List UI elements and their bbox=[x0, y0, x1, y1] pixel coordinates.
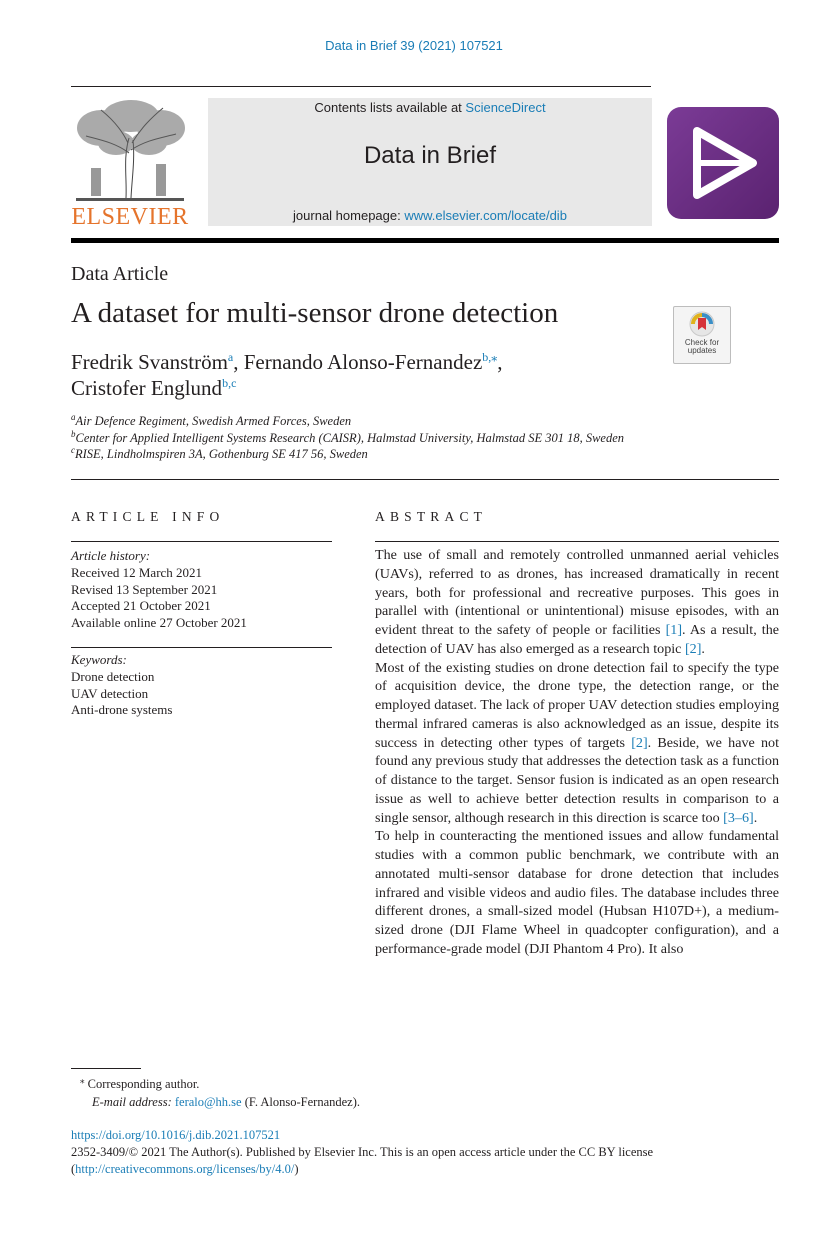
license-close: ) bbox=[294, 1161, 299, 1176]
citation-link[interactable]: [1] bbox=[665, 622, 683, 638]
author-separator: , bbox=[233, 350, 244, 374]
abstract-paragraph: To help in counteracting the mentioned issues and allow fundamental studies with a common public benchmark, we contribute with an annotated multi-sensor database for drone detection that includes infrared and visible videos and audio files. The database includes three different drones, a small-sized model (Hubsan H107D+), a medium-sized drone (DJI Flame Wheel in quadcopter configuration), and a performance-grade model (DJI Phantom 4 Pro). It also bbox=[375, 828, 779, 957]
elsevier-wordmark: ELSEVIER bbox=[71, 204, 189, 230]
email-suffix: (F. Alonso-Fernandez). bbox=[241, 1095, 360, 1109]
crossmark-line2: updates bbox=[687, 346, 717, 355]
crossmark-label bbox=[674, 339, 730, 355]
abstract-text: Most of the existing studies on drone detection fail to specify the type of acquisition device, the drone type, the detection range, or the employed dataset. The lack of proper UAV detection studies employing thermal infrared cameras is also acknowledged as an issue, despite its success in detecting other types of targets bbox=[375, 659, 779, 751]
history-received: Received 12 March 2021 bbox=[71, 564, 203, 580]
footnote-text: Corresponding author. bbox=[87, 1077, 200, 1091]
homepage-line bbox=[208, 208, 652, 223]
keyword: UAV detection bbox=[71, 685, 149, 701]
citation-link[interactable]: [3–6] bbox=[723, 809, 754, 826]
homepage-prefix: journal homepage: bbox=[293, 208, 405, 223]
author-affiliation-link[interactable]: b,c bbox=[222, 376, 237, 390]
abstract-rule bbox=[375, 541, 779, 542]
citation-link[interactable]: [2] bbox=[631, 734, 648, 751]
affiliation-c bbox=[71, 444, 368, 462]
email-link[interactable]: feralo@hh.se bbox=[174, 1095, 242, 1109]
affiliation-a bbox=[71, 411, 352, 429]
abstract-text: . Beside, we have not found any previous study that addresses the detection task as a function of distance to the target. Sensor fusion is indicated as an open research issue as well to achieve better detection results in comparison to a single sensor, although research in this direction is scarce too bbox=[375, 734, 779, 826]
license-link[interactable]: http://creativecommons.org/licenses/by/4.0/ bbox=[75, 1161, 295, 1176]
affiliation-mark: b bbox=[71, 428, 76, 439]
keyword: Anti-drone systems bbox=[71, 702, 173, 718]
abstract-text: The use of small and remotely controlled unmanned aerial vehicles (UAVs), referred to as drones, has increased dramatically in recent years, both for professional and recreative purposes. This goes in parallel with (intentional or unintentional) misuse episodes, with an evident threat to the safety of people or facilities bbox=[375, 547, 779, 638]
journal-masthead bbox=[208, 98, 652, 226]
crossmark-line1: Check for bbox=[684, 338, 720, 347]
abstract-paragraph bbox=[375, 659, 779, 828]
article-history bbox=[71, 548, 247, 632]
keywords bbox=[71, 652, 172, 719]
sciencedirect-link[interactable]: ScienceDirect bbox=[465, 100, 546, 115]
check-for-updates-button[interactable] bbox=[673, 306, 731, 364]
data-in-brief-logo bbox=[667, 107, 779, 219]
history-label: Article history: bbox=[71, 548, 151, 563]
info-rule bbox=[71, 647, 332, 648]
article-info-heading: ARTICLE INFO bbox=[71, 509, 225, 524]
info-rule bbox=[71, 541, 332, 542]
article-title: A dataset for multi-sensor drone detection bbox=[71, 297, 559, 329]
abstract-heading: ABSTRACT bbox=[375, 509, 488, 524]
author-affiliation-link[interactable]: a bbox=[227, 350, 234, 364]
article-type: Data Article bbox=[71, 263, 169, 285]
abstract-body bbox=[375, 546, 779, 959]
keywords-label: Keywords: bbox=[71, 652, 127, 667]
author-name: Fredrik Svanström bbox=[71, 350, 228, 374]
affiliation-text: Center for Applied Intelligent Systems Research (CAISR), Halmstad University, Halmstad SE 301 18, Sweden bbox=[75, 431, 625, 445]
abstract-text: . As a result, the detection of UAV has also emerged as a research topic bbox=[375, 622, 779, 657]
doi-link[interactable]: https://doi.org/10.1016/j.dib.2021.107521 bbox=[71, 1128, 281, 1142]
author-name: Cristofer Englund bbox=[71, 376, 223, 400]
author-separator: , bbox=[497, 350, 503, 374]
affiliation-mark: a bbox=[71, 411, 76, 422]
homepage-link[interactable]: www.elsevier.com/locate/dib bbox=[404, 208, 567, 223]
history-online: Available online 27 October 2021 bbox=[71, 615, 247, 631]
author-affiliation-link[interactable]: b,⁎ bbox=[482, 350, 498, 364]
section-rule bbox=[71, 479, 779, 480]
affiliation-b bbox=[71, 428, 625, 446]
footnote-mark: ⁎ bbox=[80, 1074, 85, 1085]
license-text: 2352-3409/© 2021 The Author(s). Published by Elsevier Inc. This is an open access article under the CC BY license ( bbox=[71, 1145, 654, 1176]
abstract-text: . bbox=[753, 809, 758, 826]
license-line bbox=[71, 1144, 779, 1177]
author-list bbox=[71, 349, 631, 401]
journal-name: Data in Brief bbox=[363, 142, 497, 169]
abstract-text: . bbox=[701, 640, 705, 657]
journal-reference[interactable]: Data in Brief 39 (2021) 107521 bbox=[325, 38, 503, 53]
email-label: E-mail address: bbox=[92, 1095, 175, 1109]
history-accepted: Accepted 21 October 2021 bbox=[71, 598, 211, 614]
contents-prefix: Contents lists available at bbox=[314, 100, 466, 115]
history-revised: Revised 13 September 2021 bbox=[71, 581, 218, 597]
affiliation-text: RISE, Lindholmspiren 3A, Gothenburg SE 417 56, Sweden bbox=[75, 447, 368, 461]
header-thick-rule bbox=[71, 238, 779, 243]
header-rule bbox=[71, 86, 651, 87]
contents-line bbox=[208, 100, 652, 115]
affiliation-text: Air Defence Regiment, Swedish Armed Forces, Sweden bbox=[75, 414, 352, 428]
footnote-rule bbox=[71, 1068, 141, 1069]
keyword: Drone detection bbox=[71, 668, 155, 684]
corresponding-author-footnote bbox=[80, 1075, 360, 1111]
affiliation-mark: c bbox=[71, 444, 75, 455]
author-name: Fernando Alonso-Fernandez bbox=[243, 350, 483, 374]
abstract-paragraph bbox=[375, 546, 779, 659]
crossmark-icon bbox=[689, 311, 715, 337]
citation-link[interactable]: [2] bbox=[684, 640, 702, 657]
